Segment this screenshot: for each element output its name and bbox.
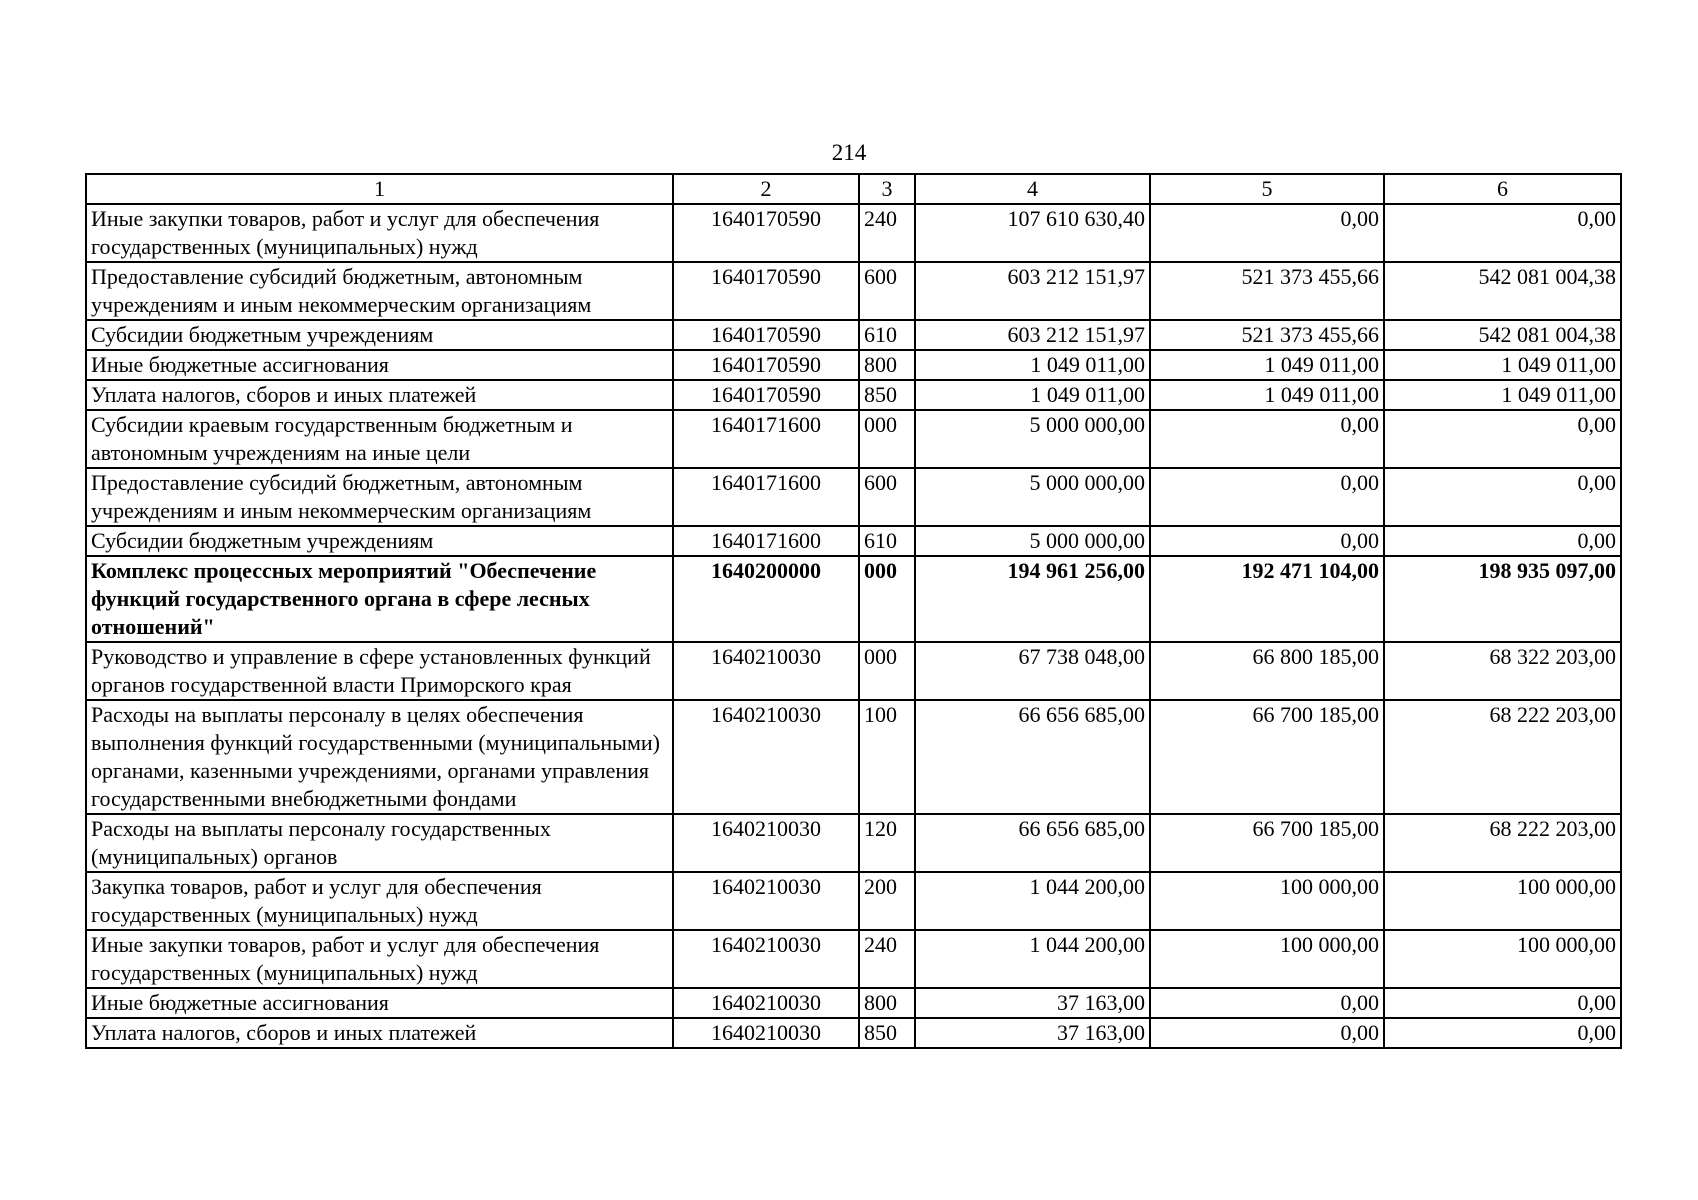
row-value-4: 1 044 200,00 [915, 930, 1150, 988]
table-row [86, 320, 1621, 350]
row-value-5: 66 700 185,00 [1150, 814, 1384, 872]
row-value-5: 100 000,00 [1150, 872, 1384, 930]
row-code: 1640200000 [673, 556, 859, 642]
row-name: Субсидии бюджетным учреждениям [86, 320, 673, 350]
budget-table [85, 173, 1622, 1049]
row-value-4: 67 738 048,00 [915, 642, 1150, 700]
table-row [86, 872, 1621, 930]
page-number: 214 [831, 140, 867, 165]
table-row [86, 262, 1621, 320]
row-value-5: 0,00 [1150, 1018, 1384, 1048]
row-type: 850 [859, 380, 915, 410]
row-name: Иные бюджетные ассигнования [86, 350, 673, 380]
row-code: 1640171600 [673, 526, 859, 556]
table-row [86, 556, 1621, 642]
table-row [86, 988, 1621, 1018]
row-value-6: 0,00 [1384, 526, 1621, 556]
table-row [86, 814, 1621, 872]
row-value-4: 66 656 685,00 [915, 700, 1150, 814]
row-value-4: 603 212 151,97 [915, 320, 1150, 350]
row-value-6: 0,00 [1384, 204, 1621, 262]
table-row [86, 204, 1621, 262]
column-header-5: 5 [1150, 174, 1384, 204]
row-type: 000 [859, 642, 915, 700]
row-value-5: 1 049 011,00 [1150, 380, 1384, 410]
row-value-4: 1 044 200,00 [915, 872, 1150, 930]
row-type: 610 [859, 526, 915, 556]
row-value-4: 37 163,00 [915, 1018, 1150, 1048]
row-code: 1640210030 [673, 872, 859, 930]
row-type: 610 [859, 320, 915, 350]
row-name: Иные закупки товаров, работ и услуг для обеспечения государственных (муниципальных) нужд [86, 204, 673, 262]
row-value-5: 66 800 185,00 [1150, 642, 1384, 700]
row-value-6: 100 000,00 [1384, 872, 1621, 930]
row-value-4: 1 049 011,00 [915, 380, 1150, 410]
row-value-6: 68 222 203,00 [1384, 700, 1621, 814]
table-row [86, 468, 1621, 526]
row-name: Предоставление субсидий бюджетным, автономным учреждениям и иным некоммерческим организациям [86, 262, 673, 320]
row-name: Закупка товаров, работ и услуг для обеспечения государственных (муниципальных) нужд [86, 872, 673, 930]
row-value-4: 37 163,00 [915, 988, 1150, 1018]
row-value-6: 1 049 011,00 [1384, 350, 1621, 380]
row-code: 1640210030 [673, 642, 859, 700]
table-row [86, 1018, 1621, 1048]
column-header-3: 3 [859, 174, 915, 204]
row-value-5: 0,00 [1150, 468, 1384, 526]
row-name: Субсидии краевым государственным бюджетным и автономным учреждениям на иные цели [86, 410, 673, 468]
column-header-1: 1 [86, 174, 673, 204]
table-body [86, 204, 1621, 1048]
row-value-5: 0,00 [1150, 204, 1384, 262]
row-value-5: 521 373 455,66 [1150, 262, 1384, 320]
row-value-6: 0,00 [1384, 410, 1621, 468]
row-type: 850 [859, 1018, 915, 1048]
row-code: 1640171600 [673, 410, 859, 468]
row-value-6: 0,00 [1384, 468, 1621, 526]
row-value-6: 68 322 203,00 [1384, 642, 1621, 700]
row-type: 600 [859, 262, 915, 320]
row-value-6: 542 081 004,38 [1384, 262, 1621, 320]
row-value-6: 542 081 004,38 [1384, 320, 1621, 350]
column-header-6: 6 [1384, 174, 1621, 204]
table-row [86, 700, 1621, 814]
table-row [86, 526, 1621, 556]
column-header-2: 2 [673, 174, 859, 204]
table-row [86, 350, 1621, 380]
row-type: 100 [859, 700, 915, 814]
table-row [86, 410, 1621, 468]
row-value-4: 5 000 000,00 [915, 468, 1150, 526]
row-code: 1640170590 [673, 204, 859, 262]
row-value-4: 5 000 000,00 [915, 410, 1150, 468]
row-value-5: 0,00 [1150, 988, 1384, 1018]
row-type: 000 [859, 410, 915, 468]
row-type: 000 [859, 556, 915, 642]
row-value-5: 0,00 [1150, 526, 1384, 556]
row-value-5: 192 471 104,00 [1150, 556, 1384, 642]
row-value-6: 0,00 [1384, 988, 1621, 1018]
row-value-6: 68 222 203,00 [1384, 814, 1621, 872]
row-type: 240 [859, 930, 915, 988]
row-name: Расходы на выплаты персоналу государственных (муниципальных) органов [86, 814, 673, 872]
row-value-5: 1 049 011,00 [1150, 350, 1384, 380]
row-code: 1640210030 [673, 814, 859, 872]
row-type: 800 [859, 988, 915, 1018]
row-value-5: 66 700 185,00 [1150, 700, 1384, 814]
row-value-4: 66 656 685,00 [915, 814, 1150, 872]
row-name: Комплекс процессных мероприятий "Обеспечение функций государственного органа в сфере лесных отношений" [86, 556, 673, 642]
row-value-5: 0,00 [1150, 410, 1384, 468]
row-code: 1640170590 [673, 380, 859, 410]
row-name: Руководство и управление в сфере установленных функций органов государственной власти Приморского края [86, 642, 673, 700]
row-value-5: 521 373 455,66 [1150, 320, 1384, 350]
row-type: 240 [859, 204, 915, 262]
row-value-5: 100 000,00 [1150, 930, 1384, 988]
row-value-6: 1 049 011,00 [1384, 380, 1621, 410]
header-row [86, 174, 1621, 204]
row-code: 1640171600 [673, 468, 859, 526]
row-value-6: 0,00 [1384, 1018, 1621, 1048]
table-row [86, 380, 1621, 410]
row-name: Иные бюджетные ассигнования [86, 988, 673, 1018]
row-code: 1640170590 [673, 320, 859, 350]
table-row [86, 930, 1621, 988]
row-value-4: 5 000 000,00 [915, 526, 1150, 556]
row-code: 1640170590 [673, 350, 859, 380]
row-type: 200 [859, 872, 915, 930]
row-code: 1640210030 [673, 1018, 859, 1048]
row-name: Субсидии бюджетным учреждениям [86, 526, 673, 556]
table-row [86, 642, 1621, 700]
row-name: Уплата налогов, сборов и иных платежей [86, 1018, 673, 1048]
row-name: Уплата налогов, сборов и иных платежей [86, 380, 673, 410]
row-value-4: 603 212 151,97 [915, 262, 1150, 320]
row-code: 1640210030 [673, 930, 859, 988]
row-code: 1640210030 [673, 700, 859, 814]
row-code: 1640170590 [673, 262, 859, 320]
row-name: Предоставление субсидий бюджетным, автономным учреждениям и иным некоммерческим организациям [86, 468, 673, 526]
row-name: Иные закупки товаров, работ и услуг для обеспечения государственных (муниципальных) нужд [86, 930, 673, 988]
row-name: Расходы на выплаты персоналу в целях обеспечения выполнения функций государственными (муниципальными) органами, казенными учреждениями, органами управления государственными внебюджетными фондами [86, 700, 673, 814]
row-value-4: 1 049 011,00 [915, 350, 1150, 380]
row-value-6: 198 935 097,00 [1384, 556, 1621, 642]
column-header-4: 4 [915, 174, 1150, 204]
row-type: 800 [859, 350, 915, 380]
row-type: 120 [859, 814, 915, 872]
row-code: 1640210030 [673, 988, 859, 1018]
row-type: 600 [859, 468, 915, 526]
row-value-4: 194 961 256,00 [915, 556, 1150, 642]
row-value-4: 107 610 630,40 [915, 204, 1150, 262]
row-value-6: 100 000,00 [1384, 930, 1621, 988]
